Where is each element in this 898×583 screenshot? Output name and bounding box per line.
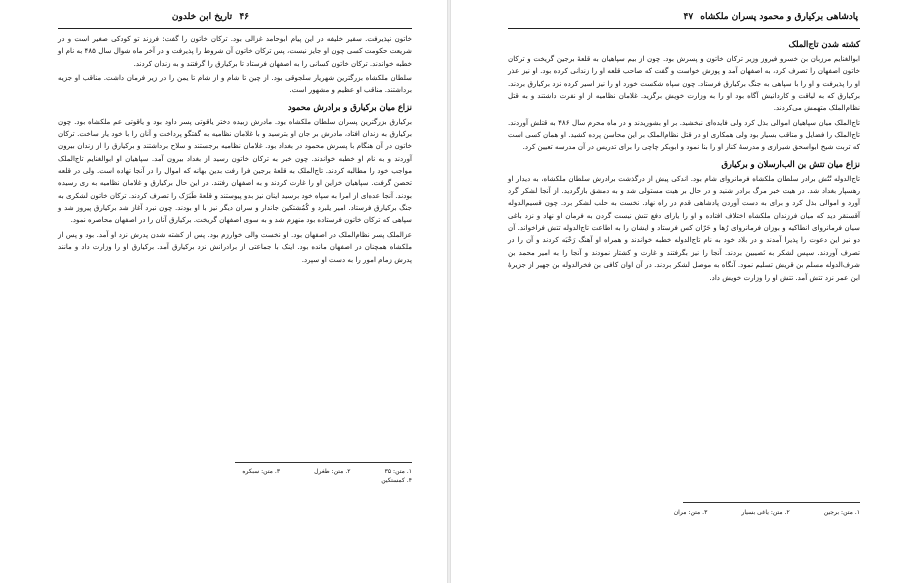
- section-heading: نزاع میان برکیارق و برادرش محمود: [287, 101, 412, 112]
- footnote: ۳. متن: مران: [673, 509, 708, 516]
- footnote: ۲. متن: یاغی بسیار: [741, 509, 790, 516]
- left-footnote-rule: [235, 462, 412, 463]
- section-heading: نزاع میان تتش بن الب‌ارسلان و برکیارق: [721, 158, 860, 169]
- right-page-body: [508, 34, 860, 286]
- section-heading: کشته شدن تاج‌الملک: [788, 39, 860, 49]
- footnote: ۲. متن: طغرل: [314, 468, 351, 475]
- left-page-body: [58, 33, 412, 268]
- left-header-rule: [58, 28, 412, 29]
- paragraph: برکیارق بزرگترین پسران سلطان ملکشاه بود. مادرش زبیده دختر یاقوتی پسر داود بود و یاقوتی عم ملکشاه بود. چون برکیارق به زندان افتاد، مادرش بر جان او بترسید و با غلامان نظامیه به گفتگو پرداخت و آنان را با خود یار ساخت. ترکان خاتون در آن هنگام با پسرش محمود در بغداد بود. غلامان نظامیه برجستند و سلاح برداشتند و برکیارق را از زندان بیرون آوردند و به نام او خطبه خواندند. چون خبر به ترکان خاتون رسید از بغداد بیرون آمد. سپاهیان او ابوالغنایم تاج‌الملک مواجب خود را مطالبه کردند. تاج‌الملک به قلعهٔ برجین فرا رفت بدین بهانه که اموال را در آنجا نهاده است. ولی در قلعه تحصن گرفت. سپاهیان خزاین او را غارت کردند و به اصفهان رفتند. در این حال برکیارق و غلامان نظامیه به ری رسیده بودند. آنجا عده‌ای از امرا به سپاه خود برسید اینان نیز بدو پیوستند و قلعهٔ طَبَرَک را تصرف کردند. ترکان خاتون لشکری به جنگ برکیارق فرستاد. امیر یلبرد و کُمُشتکین جاندار و سران دیگر نیز با او بودند. چون نبرد آغاز شد برکیارق پیروز شد و سپاهی که ترکان خاتون فرستاده بود منهزم شد و به سوی اصفهان گریخت. برکیارق آنان را در اصفهان محاصره نمود.: [58, 116, 412, 225]
- left-page: [0, 0, 448, 583]
- right-page: [450, 0, 898, 583]
- paragraph: تاج‌الدوله تُتُش برادر سلطان ملکشاه فرمانروای شام بود. اندکی پیش از درگذشت برادرش سلطان ملکشاه، به دیدار او رهسپار بغداد شد. در هیت خبر مرگ برادر شنید و در حال بر هیت مستولی شد و به دمشق بازگردید. از آنجا لشکر گرد آورد و اموالی بذل کرد و برای به دست آوردن پادشاهی قدم در راه نهاد. نخست به حلب لشکر برد. چون قسیم‌الدوله آقسنقر دید که میان فرزندان ملکشاه اختلاف افتاده و او را یارای دفع تتش نیست گردن به فرمان او نهاد و نزد باغی سیان فرمانروای انطاکیه و بوزان فرمانروای رُها و حَرّان کس فرستاد و ایشان را به اطاعت تاج‌الدوله تتش فراخواند. آن دو نیز این دعوت را پذیرا آمدند و در بلاد خود به نام تاج‌الدوله خطبه خواندند و همراه او آهنگ رَحْبَه کردند و آن را در تصرف آوردند. سپس لشکر به نَصیبین بردند. آنجا را نیز بگرفتند و غارت و کشتار نمودند و آنجا را به امیر محمد بن شرف‌الدوله مسلم بن قریش تسلیم نمود. آنگاه به موصل لشکر بردند. در آن اوان کافی بن فخرالدوله بن جهیر از جزیرهٔ ابن عمر نزد تتش آمد. تتش او را وزارت خویش داد.: [508, 173, 860, 282]
- paragraph: عزالملک پسر نظام‌الملک در اصفهان بود. او نخست والی خوارزم بود. پس از کشته شدن پدرش نزد او آمد. بود و پس از ملکشاه همچنان در اصفهان مانده بود. اینک با جماعتی از برادرانش نزد برکیارق آمد. برکیارق او را وزارت داد و مانند پدرش زمام امور را به دست او سپرد.: [58, 229, 412, 264]
- right-page-number: ۴۷: [683, 12, 694, 22]
- paragraph: تاج‌الملک میان سپاهیان اموالی بذل کرد ولی فایده‌ای نبخشید. بر او بشوریدند و در ماه محرم سال ۴۸۶ به قتلش آوردند. تاج‌الملک را فضایل و مناقب بسیار بود ولی همکاری او در قتل نظام‌الملک بر این محاسن پرده کشید. او همان کسی است که تربت شیخ ابواسحق شیرازی و مدرسهٔ کنار او را بنا نمود و ابوبکر چاچی را برای تدریس در آن مدرسه تعیین کرد.: [508, 117, 860, 152]
- left-running-title: تاریخ ابن خلدون: [171, 12, 233, 22]
- right-header-rule: [508, 28, 860, 29]
- footnote: ۱. متن: ۳۵: [384, 468, 412, 475]
- left-page-header: [172, 12, 253, 22]
- left-footnotes: [208, 467, 412, 485]
- right-page-header: [679, 12, 858, 22]
- paragraph: سلطان ملکشاه بزرگترین شهریار سلجوقی بود. از چین تا شام و از شام تا یمن را در زیر فرمان داشت. مناقب او جزیه برداشتند. مناقب او عظیم و مشهور است.: [58, 73, 412, 95]
- right-footnote-rule: [683, 502, 860, 503]
- paragraph: خاتون نپذیرفت. سفیر خلیفه در این پیام ابوحامد غزالی بود. ترکان خاتون را گفت: فرزند تو کودکی صغیر است و در شریعت حکومت کسی چون او جایز نیست، پس ترکان خاتون آن شروط را پذیرفت و در آخر ماه شوال سال ۴۸۵ به نام او خطبه خواندند. ترکان خاتون کسانی را به اصفهان فرستاد تا برکیارق را گرفتند و به زندان کردند.: [58, 34, 413, 68]
- left-page-number: ۴۶: [239, 12, 249, 22]
- paragraph: ابوالغنایم مرزبان بن خسرو فیروز وزیر ترکان خاتون و پسرش بود. چون از بیم سپاهیان به قلعهٔ برجین گریخت و ترکان خاتون اصفهان را تصرف کرد، به اصفهان آمد و پوزش خواست و گفت که صاحب قلعه او را زندانی کرده بود. او نیز عذر او را پذیرفت و او را با سپاهی به جنگ برکیارق فرستاد. چون سپاه شکست خورد او را نیز اسیر کرده نزد برکیارق بردند. برکیارق که به لیاقت و کاردانیش آگاه بود او را به وزارت خویش برگزید. غلامان نظامیه از او نفرت داشتند و به قتل نظام‌الملک متهمش می‌کردند.: [508, 54, 860, 113]
- right-footnotes: [640, 508, 860, 517]
- footnote: ۱. متن: برجین: [823, 509, 860, 516]
- right-running-title: پادشاهی برکیارق و محمود پسران ملکشاه: [700, 12, 858, 22]
- footnote: ۳. متن: سبکره: [242, 468, 281, 475]
- footnote: ۴. کمستکین: [381, 477, 412, 484]
